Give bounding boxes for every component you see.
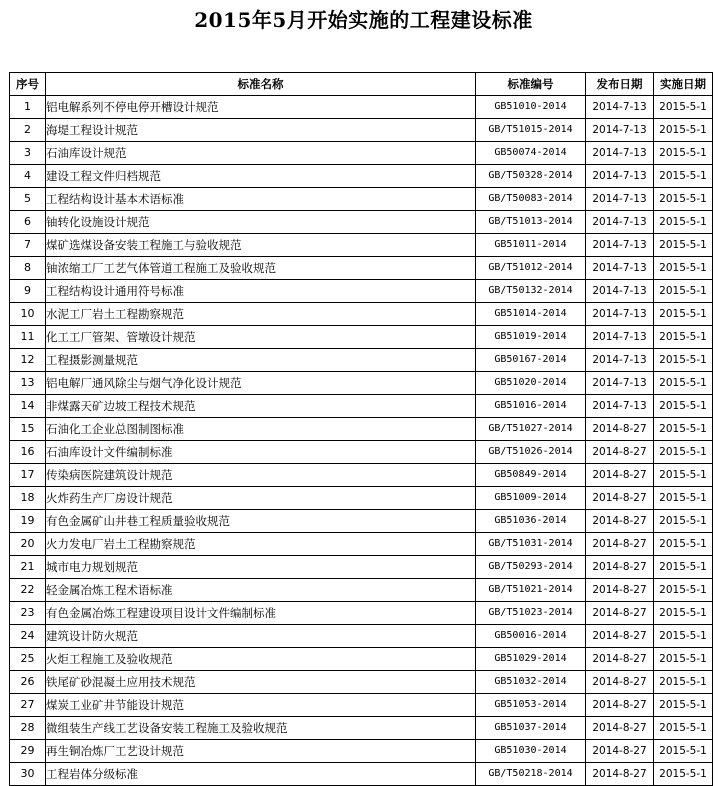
cell-code: GB/T51015-2014	[476, 119, 586, 142]
table-row	[10, 280, 713, 303]
table-row	[10, 464, 713, 487]
document-title: 2015年5月开始实施的工程建设标准	[194, 8, 533, 32]
cell-code: GB51036-2014	[476, 510, 586, 533]
table-row	[10, 648, 713, 671]
cell-no: 5	[10, 188, 46, 211]
cell-effective: 2015-5-1	[654, 303, 713, 326]
cell-code: GB/T51012-2014	[476, 257, 586, 280]
cell-no: 3	[10, 142, 46, 165]
cell-published: 2014-8-27	[586, 533, 654, 556]
cell-effective: 2015-5-1	[654, 165, 713, 188]
cell-code: GB/T51023-2014	[476, 602, 586, 625]
cell-code: GB50849-2014	[476, 464, 586, 487]
cell-effective: 2015-5-1	[654, 579, 713, 602]
cell-no: 17	[10, 464, 46, 487]
cell-effective: 2015-5-1	[654, 487, 713, 510]
table-row	[10, 395, 713, 418]
cell-code: GB51029-2014	[476, 648, 586, 671]
cell-effective: 2015-5-1	[654, 441, 713, 464]
cell-effective: 2015-5-1	[654, 510, 713, 533]
table-row	[10, 188, 713, 211]
cell-name: 非煤露天矿边坡工程技术规范	[46, 395, 476, 418]
cell-code: GB51009-2014	[476, 487, 586, 510]
cell-published: 2014-8-27	[586, 510, 654, 533]
header-row	[10, 73, 713, 96]
cell-no: 27	[10, 694, 46, 717]
cell-effective: 2015-5-1	[654, 142, 713, 165]
cell-name: 工程结构设计通用符号标准	[46, 280, 476, 303]
cell-no: 23	[10, 602, 46, 625]
cell-name: 传染病医院建筑设计规范	[46, 464, 476, 487]
table-row	[10, 165, 713, 188]
cell-name: 工程岩体分级标准	[46, 763, 476, 786]
cell-no: 22	[10, 579, 46, 602]
table-header	[10, 73, 713, 96]
cell-published: 2014-7-13	[586, 165, 654, 188]
cell-effective: 2015-5-1	[654, 349, 713, 372]
table-row	[10, 234, 713, 257]
cell-effective: 2015-5-1	[654, 395, 713, 418]
cell-code: GB51053-2014	[476, 694, 586, 717]
table-row	[10, 602, 713, 625]
cell-published: 2014-8-27	[586, 671, 654, 694]
table-row	[10, 763, 713, 786]
cell-code: GB/T50218-2014	[476, 763, 586, 786]
cell-published: 2014-7-13	[586, 234, 654, 257]
table-row	[10, 487, 713, 510]
cell-name: 火力发电厂岩土工程勘察规范	[46, 533, 476, 556]
cell-code: GB51014-2014	[476, 303, 586, 326]
cell-no: 11	[10, 326, 46, 349]
cell-effective: 2015-5-1	[654, 648, 713, 671]
cell-name: 海堤工程设计规范	[46, 119, 476, 142]
cell-no: 29	[10, 740, 46, 763]
cell-name: 铁尾矿砂混凝土应用技术规范	[46, 671, 476, 694]
cell-published: 2014-7-13	[586, 96, 654, 119]
cell-published: 2014-7-13	[586, 211, 654, 234]
cell-no: 24	[10, 625, 46, 648]
cell-code: GB51037-2014	[476, 717, 586, 740]
cell-name: 煤炭工业矿井节能设计规范	[46, 694, 476, 717]
cell-code: GB/T50328-2014	[476, 165, 586, 188]
cell-published: 2014-7-13	[586, 188, 654, 211]
cell-code: GB51032-2014	[476, 671, 586, 694]
cell-published: 2014-7-13	[586, 395, 654, 418]
cell-name: 有色金属矿山井巷工程质量验收规范	[46, 510, 476, 533]
header-effective: 实施日期	[654, 73, 713, 96]
cell-effective: 2015-5-1	[654, 556, 713, 579]
table-row	[10, 671, 713, 694]
cell-effective: 2015-5-1	[654, 602, 713, 625]
cell-name: 微组装生产线工艺设备安装工程施工及验收规范	[46, 717, 476, 740]
table-row	[10, 96, 713, 119]
cell-published: 2014-8-27	[586, 694, 654, 717]
cell-no: 16	[10, 441, 46, 464]
cell-no: 13	[10, 372, 46, 395]
cell-published: 2014-7-13	[586, 349, 654, 372]
cell-no: 25	[10, 648, 46, 671]
cell-published: 2014-7-13	[586, 303, 654, 326]
cell-name: 火炸药生产厂房设计规范	[46, 487, 476, 510]
cell-no: 12	[10, 349, 46, 372]
cell-published: 2014-7-13	[586, 326, 654, 349]
table-row	[10, 625, 713, 648]
cell-name: 煤矿选煤设备安装工程施工与验收规范	[46, 234, 476, 257]
cell-no: 18	[10, 487, 46, 510]
header-code: 标准编号	[476, 73, 586, 96]
cell-code: GB/T51013-2014	[476, 211, 586, 234]
cell-published: 2014-8-27	[586, 763, 654, 786]
cell-name: 工程结构设计基本术语标准	[46, 188, 476, 211]
cell-no: 9	[10, 280, 46, 303]
cell-name: 火炬工程施工及验收规范	[46, 648, 476, 671]
cell-code: GB/T50132-2014	[476, 280, 586, 303]
cell-effective: 2015-5-1	[654, 717, 713, 740]
cell-effective: 2015-5-1	[654, 188, 713, 211]
cell-published: 2014-8-27	[586, 464, 654, 487]
table-row	[10, 441, 713, 464]
cell-code: GB/T51026-2014	[476, 441, 586, 464]
cell-code: GB/T50083-2014	[476, 188, 586, 211]
cell-no: 19	[10, 510, 46, 533]
cell-code: GB/T51031-2014	[476, 533, 586, 556]
header-published: 发布日期	[586, 73, 654, 96]
cell-published: 2014-8-27	[586, 602, 654, 625]
cell-name: 铀浓缩工厂工艺气体管道工程施工及验收规范	[46, 257, 476, 280]
cell-no: 21	[10, 556, 46, 579]
cell-effective: 2015-5-1	[654, 257, 713, 280]
cell-name: 铝电解厂通风除尘与烟气净化设计规范	[46, 372, 476, 395]
cell-code: GB50016-2014	[476, 625, 586, 648]
cell-published: 2014-8-27	[586, 418, 654, 441]
cell-effective: 2015-5-1	[654, 326, 713, 349]
cell-no: 4	[10, 165, 46, 188]
cell-code: GB/T50293-2014	[476, 556, 586, 579]
cell-published: 2014-8-27	[586, 717, 654, 740]
cell-code: GB51010-2014	[476, 96, 586, 119]
cell-effective: 2015-5-1	[654, 234, 713, 257]
cell-published: 2014-7-13	[586, 142, 654, 165]
table-row	[10, 142, 713, 165]
cell-name: 有色金属冶炼工程建设项目设计文件编制标准	[46, 602, 476, 625]
header-no: 序号	[10, 73, 46, 96]
cell-code: GB51016-2014	[476, 395, 586, 418]
table-row	[10, 556, 713, 579]
cell-code: GB/T51027-2014	[476, 418, 586, 441]
table-row	[10, 211, 713, 234]
cell-code: GB51020-2014	[476, 372, 586, 395]
cell-code: GB51019-2014	[476, 326, 586, 349]
cell-name: 石油化工企业总图制图标准	[46, 418, 476, 441]
table-body	[10, 96, 713, 786]
cell-name: 再生铜冶炼厂工艺设计规范	[46, 740, 476, 763]
cell-published: 2014-7-13	[586, 280, 654, 303]
cell-published: 2014-8-27	[586, 579, 654, 602]
cell-name: 工程摄影测量规范	[46, 349, 476, 372]
cell-no: 6	[10, 211, 46, 234]
cell-no: 1	[10, 96, 46, 119]
cell-effective: 2015-5-1	[654, 625, 713, 648]
cell-no: 14	[10, 395, 46, 418]
cell-no: 15	[10, 418, 46, 441]
cell-code: GB50074-2014	[476, 142, 586, 165]
table-row	[10, 257, 713, 280]
cell-code: GB51011-2014	[476, 234, 586, 257]
cell-effective: 2015-5-1	[654, 372, 713, 395]
table-row	[10, 740, 713, 763]
cell-name: 建设工程文件归档规范	[46, 165, 476, 188]
cell-effective: 2015-5-1	[654, 280, 713, 303]
cell-published: 2014-8-27	[586, 625, 654, 648]
table-row	[10, 303, 713, 326]
cell-code: GB/T51021-2014	[476, 579, 586, 602]
cell-name: 化工工厂管架、管墩设计规范	[46, 326, 476, 349]
cell-published: 2014-7-13	[586, 372, 654, 395]
table-row	[10, 418, 713, 441]
cell-name: 城市电力规划规范	[46, 556, 476, 579]
table-row	[10, 349, 713, 372]
cell-effective: 2015-5-1	[654, 96, 713, 119]
cell-no: 20	[10, 533, 46, 556]
cell-effective: 2015-5-1	[654, 464, 713, 487]
cell-no: 2	[10, 119, 46, 142]
cell-no: 10	[10, 303, 46, 326]
cell-effective: 2015-5-1	[654, 533, 713, 556]
table-row	[10, 694, 713, 717]
cell-published: 2014-7-13	[586, 119, 654, 142]
cell-effective: 2015-5-1	[654, 763, 713, 786]
header-name: 标准名称	[46, 73, 476, 96]
table-row	[10, 326, 713, 349]
cell-effective: 2015-5-1	[654, 671, 713, 694]
cell-no: 7	[10, 234, 46, 257]
cell-effective: 2015-5-1	[654, 740, 713, 763]
cell-published: 2014-8-27	[586, 441, 654, 464]
cell-published: 2014-7-13	[586, 257, 654, 280]
cell-no: 8	[10, 257, 46, 280]
table-row	[10, 510, 713, 533]
table-row	[10, 533, 713, 556]
cell-name: 石油库设计文件编制标准	[46, 441, 476, 464]
table-row	[10, 717, 713, 740]
cell-published: 2014-8-27	[586, 740, 654, 763]
cell-no: 26	[10, 671, 46, 694]
table-row	[10, 579, 713, 602]
standards-table	[9, 72, 713, 786]
cell-name: 建筑设计防火规范	[46, 625, 476, 648]
cell-name: 铝电解系列不停电停开槽设计规范	[46, 96, 476, 119]
cell-published: 2014-8-27	[586, 487, 654, 510]
cell-name: 石油库设计规范	[46, 142, 476, 165]
table-row	[10, 372, 713, 395]
cell-name: 轻金属冶炼工程术语标准	[46, 579, 476, 602]
cell-published: 2014-8-27	[586, 648, 654, 671]
cell-name: 铀转化设施设计规范	[46, 211, 476, 234]
cell-no: 30	[10, 763, 46, 786]
cell-effective: 2015-5-1	[654, 694, 713, 717]
cell-published: 2014-8-27	[586, 556, 654, 579]
cell-effective: 2015-5-1	[654, 119, 713, 142]
cell-name: 水泥工厂岩土工程勘察规范	[46, 303, 476, 326]
cell-code: GB51030-2014	[476, 740, 586, 763]
cell-effective: 2015-5-1	[654, 211, 713, 234]
cell-no: 28	[10, 717, 46, 740]
cell-effective: 2015-5-1	[654, 418, 713, 441]
cell-code: GB50167-2014	[476, 349, 586, 372]
table-row	[10, 119, 713, 142]
